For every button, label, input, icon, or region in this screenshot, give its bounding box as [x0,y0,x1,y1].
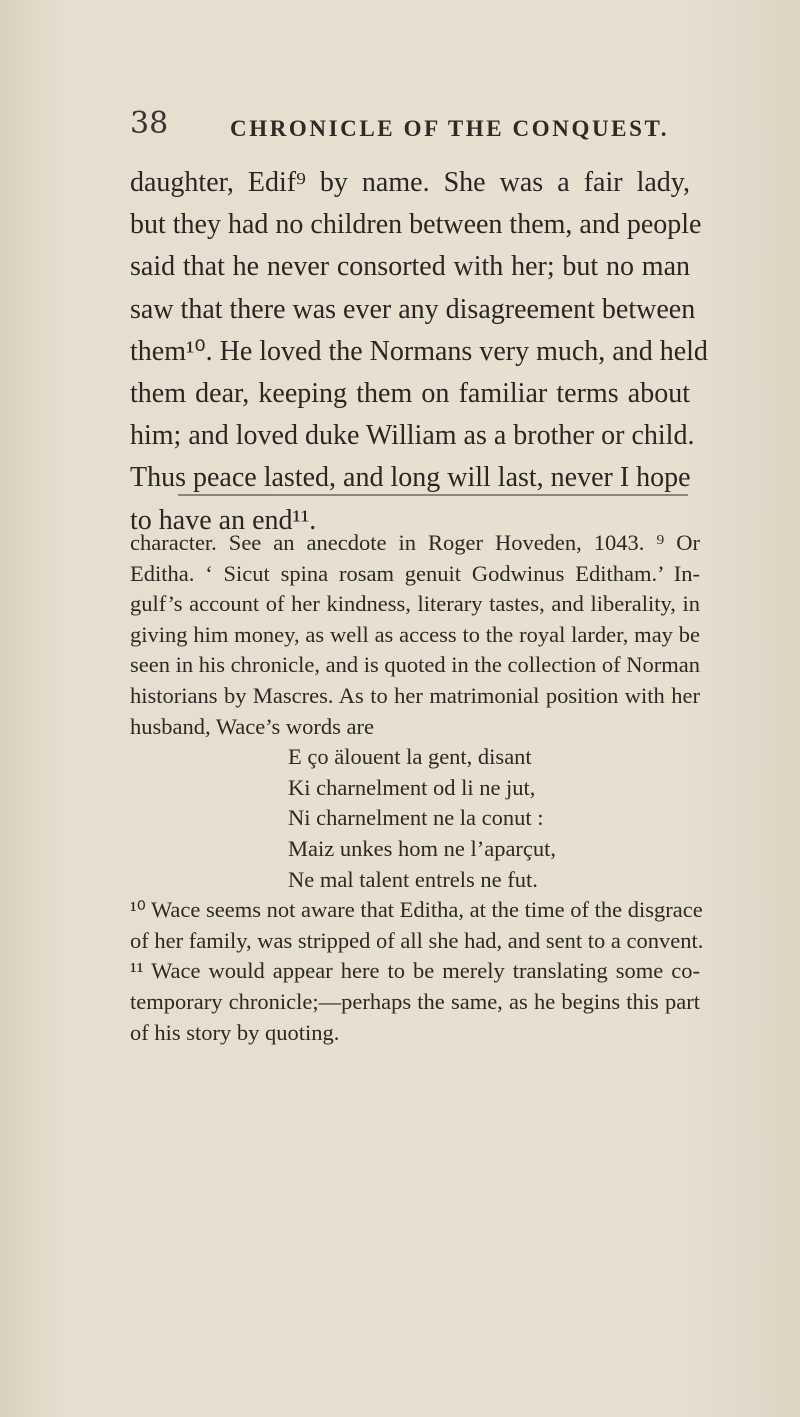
main-text-line: Thus peace lasted, and long will last, never I hope [130,462,691,494]
running-head: CHRONICLE OF THE CONQUEST. [230,116,670,141]
footnote-11-line: ¹¹ Wace would appear here to be merely translating some co- [130,958,700,984]
page-header [130,106,730,146]
verse-line: Ne mal talent entrels ne fut. [288,866,538,892]
main-text-line: them dear, keeping them on familiar terms about [130,378,690,410]
page-number: 38 [130,106,169,141]
footnote-line: gulf’s account of her kindness, literary tastes, and liberality, in [130,591,700,617]
verse-line: Ni charnelment ne la conut : [288,805,544,831]
footnote-line: husband, Wace’s words are [130,713,374,739]
main-text-line: daughter, Edif⁹ by name. She was a fair lady, [130,167,690,198]
verse-line: Ki charnelment od li ne jut, [288,774,536,800]
footnote-11-line: of his story by quoting. [130,1019,340,1045]
footnotes [130,528,704,1048]
footnote-11-line: temporary chronicle;—perhaps the same, as he begins this part [130,988,700,1014]
footnote-line: Editha. ‘ Sicut spina rosam genuit Godwinus Editham.’ In- [130,560,700,586]
main-text-line: him; and loved duke William as a brother or child. [130,420,695,452]
footnote-line: character. See an anecdote in Roger Hoveden, 1043. ⁹ Or [130,530,700,555]
verse-line: E ço älouent la gent, disant [288,744,532,770]
footnote-line: seen in his chronicle, and is quoted in the collection of Norman [130,652,700,678]
main-text-line: but they had no children between them, and people [130,209,702,241]
main-text-line: said that he never consorted with her; but no man [130,251,690,283]
footnote-divider [178,494,688,496]
main-text [130,162,708,542]
footnote-line: historians by Mascres. As to her matrimonial position with her [130,682,700,708]
main-text-line: to have an end¹¹. [130,504,317,536]
verse-line: Maiz unkes hom ne l’aparçut, [288,835,557,861]
main-text-line: them¹⁰. He loved the Normans very much, and held [130,335,708,367]
footnote-10-line: ¹⁰ Wace seems not aware that Editha, at the time of the disgrace [130,897,703,923]
footnote-line: giving him money, as well as access to the royal larder, may be [130,621,700,647]
main-text-line: saw that there was ever any disagreement between [130,293,696,325]
footnote-10-line: of her family, was stripped of all she had, and sent to a convent. [130,927,704,953]
